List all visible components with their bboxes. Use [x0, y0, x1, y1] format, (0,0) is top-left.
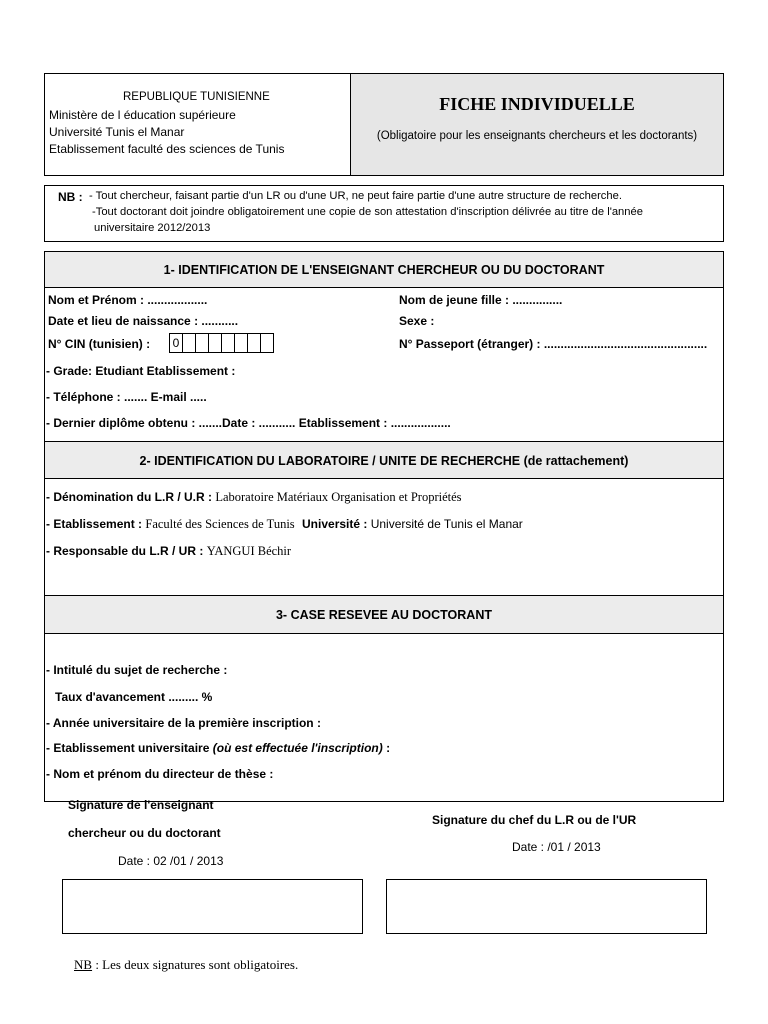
naissance-field: Date et lieu de naissance : ........... — [48, 314, 239, 328]
sig-left-date: Date : 02 /01 / 2013 — [118, 854, 224, 868]
cin-cell — [182, 333, 196, 353]
nb-label: NB : — [58, 190, 83, 204]
cin-label: N° CIN (tunisien) : — [48, 337, 151, 351]
nb-line-3: universitaire 2012/2013 — [94, 222, 211, 234]
cin-cell — [208, 333, 222, 353]
responsable-field — [46, 544, 291, 559]
passeport-field: N° Passeport (étranger) : ................................................. — [399, 337, 708, 351]
etablissement-field — [46, 517, 523, 532]
etab-univ-field — [46, 741, 390, 755]
denomination-label: - Dénomination du L.R / U.R : — [46, 490, 212, 504]
diplome-field: - Dernier diplôme obtenu : .......Date : ........... Etablissement : .................. — [46, 416, 451, 430]
signature-box-right[interactable] — [386, 879, 707, 934]
republic-text: REPUBLIQUE TUNISIENNE — [123, 91, 270, 103]
footer-nb-label: NB — [74, 957, 93, 972]
resp-value: YANGUI Béchir — [206, 544, 292, 558]
footer-nb-text: : Les deux signatures sont obligatoires. — [92, 957, 299, 972]
nb-box — [44, 185, 724, 242]
univ-label: Université : — [302, 517, 368, 531]
form-sections — [44, 251, 724, 802]
section-3-title: 3- CASE RESEVEE AU DOCTORANT — [45, 595, 723, 634]
telephone-field: - Téléphone : ....... E-mail ..... — [46, 390, 207, 404]
nom-jeune-fille-field: Nom de jeune fille : ............... — [399, 293, 563, 307]
establishment-text: Etablissement faculté des sciences de Tunis — [49, 142, 285, 156]
cin-cell — [234, 333, 248, 353]
cin-cell — [247, 333, 261, 353]
sexe-field: Sexe : — [399, 314, 435, 328]
section-2-title: 2- IDENTIFICATION DU LABORATOIRE / UNITE DE RECHERCHE (de rattachement) — [45, 441, 723, 479]
denomination-value: Laboratoire Matériaux Organisation et Propriétés — [215, 490, 462, 504]
header-left-box — [44, 73, 351, 176]
etab-univ-label: - Etablissement universitaire — [46, 741, 210, 755]
denomination-field — [46, 490, 462, 505]
cin-cell — [195, 333, 209, 353]
taux-field: Taux d'avancement ......... % — [55, 690, 213, 704]
nom-prenom-field: Nom et Prénom : .................. — [48, 293, 208, 307]
annee-field: - Année universitaire de la première inscription : — [46, 716, 321, 730]
page-subtitle: (Obligatoire pour les enseignants chercheurs et les doctorants) — [376, 130, 698, 142]
etab-univ-colon: : — [382, 741, 391, 755]
sig-right-line-1: Signature du chef du L.R ou de l'UR — [432, 813, 637, 827]
page-title: FICHE INDIVIDUELLE — [439, 94, 635, 114]
signature-box-left[interactable] — [62, 879, 363, 934]
sig-left-line-2: chercheur ou du doctorant — [68, 826, 221, 840]
header-right-box — [350, 73, 724, 176]
sig-right-date: Date : /01 / 2013 — [512, 840, 601, 854]
footer-nb — [74, 957, 298, 973]
etab-value: Faculté des Sciences de Tunis — [145, 517, 295, 531]
sujet-field: - Intitulé du sujet de recherche : — [46, 663, 228, 677]
cin-cell — [260, 333, 274, 353]
cin-cell — [221, 333, 235, 353]
section-1-title: 1- IDENTIFICATION DE L'ENSEIGNANT CHERCHEUR OU DU DOCTORANT — [45, 252, 723, 288]
cin-cells — [170, 333, 274, 353]
grade-field: - Grade: Etudiant Etablissement : — [46, 364, 236, 378]
etab-label: - Etablissement : — [46, 517, 143, 531]
etab-univ-italic: (où est effectuée l'inscription) — [212, 741, 383, 755]
university-text: Université Tunis el Manar — [49, 125, 185, 139]
resp-label: - Responsable du L.R / UR : — [46, 544, 204, 558]
nb-line-2: -Tout doctorant doit joindre obligatoirement une copie de son attestation d'inscription délivrée au titre de l'année — [92, 206, 643, 218]
univ-value: Université de Tunis el Manar — [370, 517, 523, 531]
nb-line-1: - Tout chercheur, faisant partie d'un LR ou d'une UR, ne peut faire partie d'une autre structure de recherche. — [89, 190, 622, 202]
sig-left-line-1: Signature de l'enseignant — [68, 798, 214, 812]
directeur-field: - Nom et prénom du directeur de thèse : — [46, 767, 274, 781]
cin-cell: 0 — [169, 333, 183, 353]
ministry-text: Ministère de l éducation supérieure — [49, 108, 236, 122]
